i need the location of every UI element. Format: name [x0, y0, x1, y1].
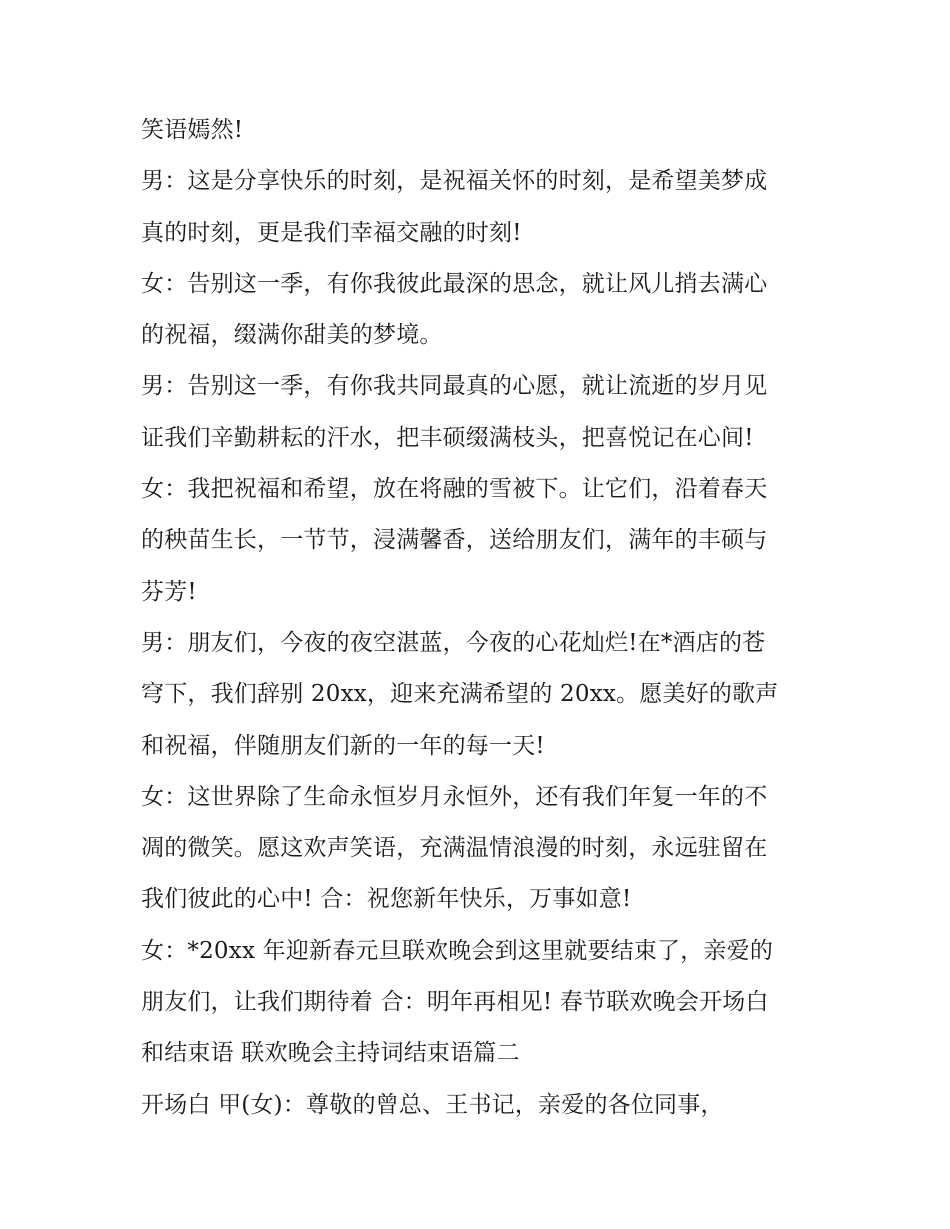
text-line: 朋友们，让我们期待着 合：明年再相见! 春节联欢晚会开场白 [141, 989, 769, 1016]
text-line: 证我们辛勤耕耘的汗水，把丰硕缀满枝头，把喜悦记在心间! [141, 424, 754, 451]
text-line: 的秧苗生长，一节节，浸满馨香，送给朋友们，满年的丰硕与 [141, 527, 768, 554]
text-line: 女：这世界除了生命永恒岁月永恒外，还有我们年复一年的不 [141, 783, 768, 810]
text-line: 男：朋友们，今夜的夜空湛蓝，今夜的心花灿烂!在*酒店的苍 [141, 629, 766, 656]
text-line: 芬芳! [141, 578, 197, 605]
text-line: 男：这是分享快乐的时刻，是祝福关怀的时刻，是希望美梦成 [141, 168, 768, 195]
text-line: 和结束语 联欢晚会主持词结束语篇二 [141, 1040, 520, 1067]
text-line: 和祝福，伴随朋友们新的一年的每一天! [141, 732, 545, 759]
text-line: 女：告别这一季，有你我彼此最深的思念，就让风儿捎去满心 [141, 270, 768, 297]
text-line: 女：我把祝福和希望，放在将融的雪被下。让它们，沿着春天 [141, 476, 768, 503]
text-line: 开场白 甲(女)：尊敬的曾总、王书记，亲爱的各位同事， [141, 1091, 724, 1118]
text-line: 穹下，我们辞别 20xx，迎来充满希望的 20xx。愿美好的歌声 [141, 681, 779, 708]
document-body [141, 110, 821, 1136]
text-line: 女：*20xx 年迎新春元旦联欢晚会到这里就要结束了，亲爱的 [141, 937, 774, 964]
text-line: 真的时刻，更是我们幸福交融的时刻! [141, 219, 522, 246]
text-line: 男：告别这一季，有你我共同最真的心愿，就让流逝的岁月见 [141, 373, 768, 400]
text-line: 凋的微笑。愿这欢声笑语，充满温情浪漫的时刻，永远驻留在 [141, 835, 768, 862]
text-line: 笑语嫣然! [141, 117, 244, 143]
text-line: 的祝福，缀满你甜美的梦境。 [141, 322, 443, 349]
text-line: 我们彼此的心中! 合：祝您新年快乐，万事如意! [141, 886, 632, 913]
